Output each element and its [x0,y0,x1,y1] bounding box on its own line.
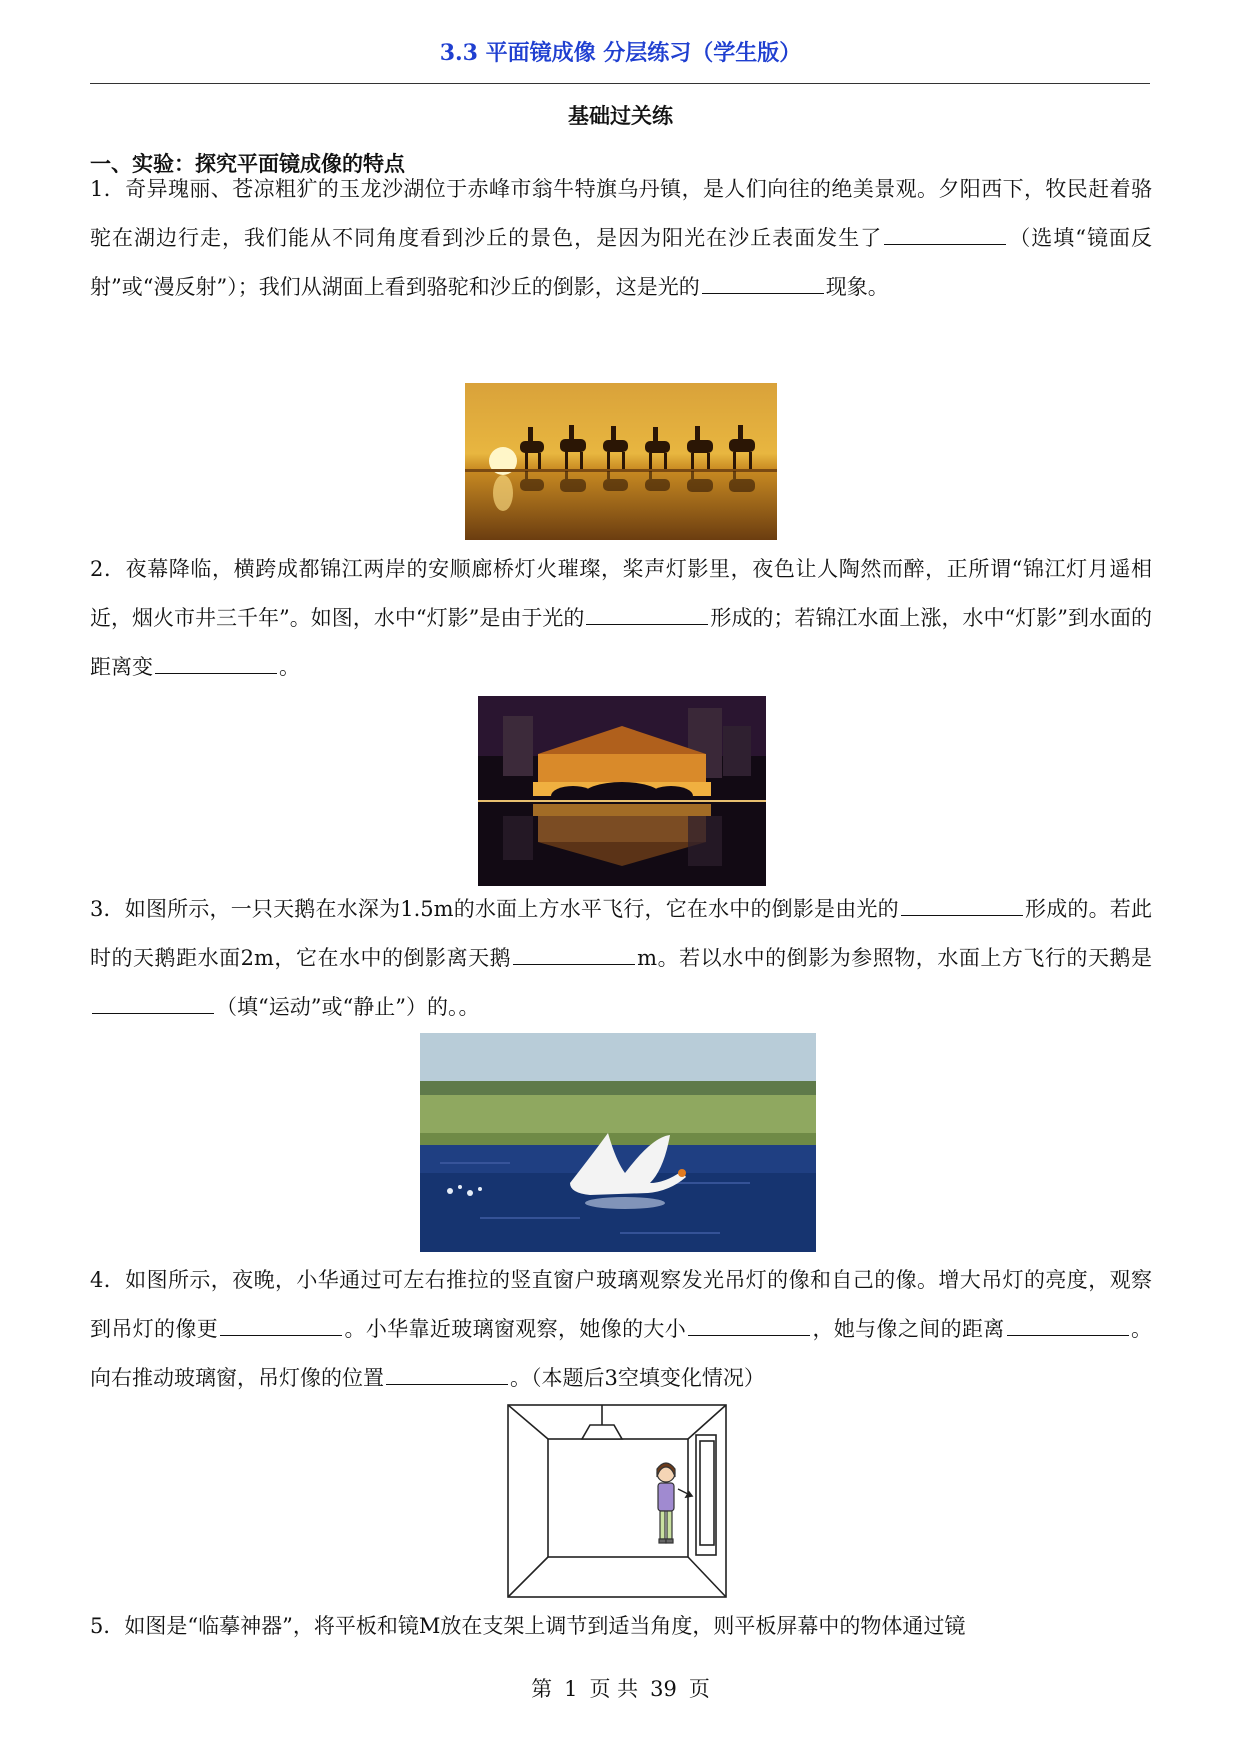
anshun-bridge-night-image [478,696,766,886]
header-divider [90,83,1150,84]
camels-at-sunset-image [465,383,777,540]
answer-blank[interactable] [688,1315,810,1336]
room-window-lamp-diagram [506,1403,728,1599]
answer-blank[interactable] [386,1364,508,1385]
question-2: 2．夜幕降临，横跨成都锦江两岸的安顺廊桥灯火璀璨，桨声灯影里，夜色让人陶然而醉，正所谓“锦江灯月遥相近，烟火市井三千年”。如图，水中“灯影”是由于光的 形成的；若锦江水面上涨，水中“灯影”到水面的距离变 。 [90,557,1152,679]
total-page-count: 39 [650,1677,677,1701]
question-5: 5．如图是“临摹神器”，将平板和镜M放在支架上调节到适当角度，则平板屏幕中的物体通过镜 [90,1614,966,1638]
question-4: 4．如图所示，夜晚，小华通过可左右推拉的竖直窗户玻璃观察发光吊灯的像和自己的像。增大吊灯的亮度，观察到吊灯的像更 。小华靠近玻璃窗观察，她像的大小 ，她与像之间的距离 。向右推动玻璃窗，吊灯像的位置 。（本题后3空填变化情况） [90,1268,1153,1390]
answer-blank[interactable] [513,944,635,965]
section-title: 基础过关练 [568,103,673,128]
page-footer: 第 1 页 共 39 页 [531,1677,710,1701]
answer-blank[interactable] [92,993,214,1014]
current-page-number: 1 [564,1677,578,1701]
part-title: 一、实验：探究平面镜成像的特点 [90,151,405,176]
answer-blank[interactable] [702,273,824,294]
answer-blank[interactable] [884,224,1006,245]
answer-blank[interactable] [155,653,277,674]
question-1: 1．奇异瑰丽、苍凉粗犷的玉龙沙湖位于赤峰市翁牛特旗乌丹镇，是人们向往的绝美景观。夕阳西下，牧民赶着骆驼在湖边行走，我们能从不同角度看到沙丘的景色，是因为阳光在沙丘表面发生了 （选填“镜面反射”或“漫反射”）；我们从湖面上看到骆驼和沙丘的倒影，这是光的 现象。 [90,177,1152,299]
answer-blank[interactable] [220,1315,342,1336]
question-3: 3．如图所示，一只天鹅在水深为1.5m的水面上方水平飞行，它在水中的倒影是由光的 形成的。若此时的天鹅距水面2m，它在水中的倒影离天鹅 m。若以水中的倒影为参照物，水面上方飞行的天鹅是（填“运动”或“静止”）的。。 [90,897,1153,1019]
answer-blank[interactable] [901,895,1023,916]
document-title: 3.3 平面镜成像 分层练习（学生版） [439,40,802,66]
answer-blank[interactable] [586,604,708,625]
answer-blank[interactable] [1007,1315,1129,1336]
swan-over-lake-image [420,1033,816,1252]
